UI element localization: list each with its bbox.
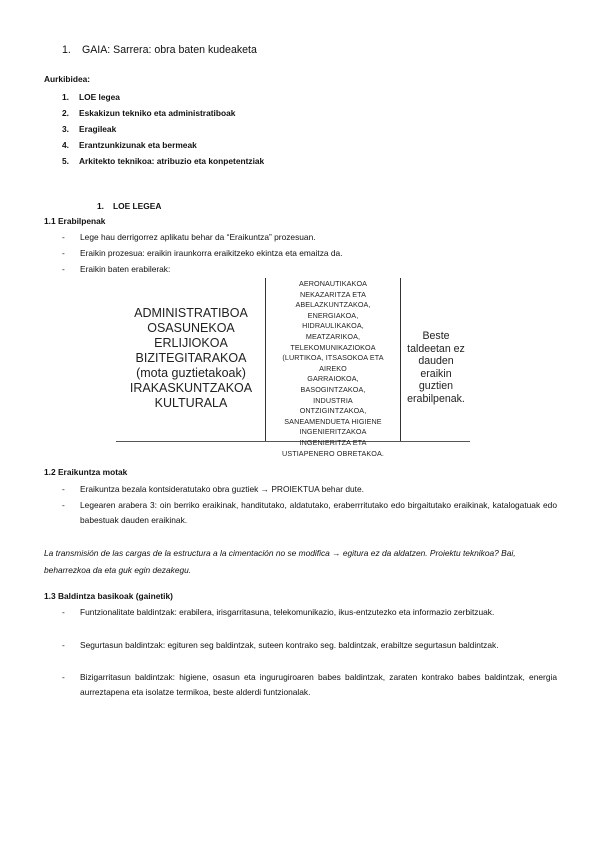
index-item: 5. Arkitekto teknikoa: atribuzio eta konpetentziak [62, 156, 265, 166]
list-item: - Eraikin baten erabilerak: [62, 264, 171, 274]
italic-note: La transmisión de las cargas de la estructura a la cimentación no se modifica → egitura ez da aldatzen. Proiektu teknikoa? Bai, beharrezkoa da eta guk egin dezakegu. [44, 548, 516, 575]
table-column-1: ADMINISTRATIBOA OSASUNEKOA ERLIJIOKOA BIZITEGITARAKOA (mota guztietakoak) IRAKASKUNTZAKOA KULTURALA [129, 306, 253, 410]
page-title [62, 44, 257, 56]
subsection-heading: 1.3 Baldintza basikoak (gainetik) [44, 591, 173, 601]
subsection-heading: 1.1 Erabilpenak [44, 216, 106, 226]
table-column-2: AERONAUTIKAKOA NEKAZARITZA ETA ABELAZKUNTZAKOA, ENERGIAKOA, HIDRAULIKAKOA, MEATZARIKOA, TELEKOMUNIKAZIOKOA (LURTIKOA, ITSASOKOA ETA AIREKO GARRAIOKOA, BASOGINTZAKOA, INDUSTRIA ONTZIGINTZAKOA, SANEAMENDUETA HIGIENE INGENIERITZAKOA INGENIERITZA ETA USTIAPENERO OBRETAKOA. [282, 279, 384, 458]
table-column-3: Beste taldeetan ez dauden eraikin guztien erabilpenak. [407, 330, 465, 405]
list-item: - Eraikuntza bezala kontsideratutako obra guztiek → PROIEKTUA behar dute. [62, 484, 364, 494]
index-item: 1. LOE legea [62, 92, 120, 102]
title-text: GAIA: Sarrera: obra baten kudeaketa [81, 44, 257, 56]
index-item: 3. Eragileak [62, 124, 117, 134]
index-heading: Aurkibidea: [44, 74, 91, 84]
list-item: - Segurtasun baldintzak: egituren seg baldintzak, suteen kontrako seg. baldintzak, erabiltze segurtasun baldintzak. [62, 640, 499, 650]
building-uses-table [116, 278, 470, 458]
list-item: - Funtzionalitate baldintzak: erabilera, irisgarritasuna, telekomunikazio, ikus-entzutezko eta informazio zerbitzuak. [62, 607, 495, 617]
section-heading: 1. LOE LEGEA [97, 201, 162, 211]
index-item: 2. Eskakizun tekniko eta administratiboak [62, 108, 236, 118]
list-item: - Eraikin prozesua: eraikin iraunkorra eraikitzeko ekintza eta emaitza da. [62, 248, 343, 258]
subsection-heading: 1.2 Eraikuntza motak [44, 467, 128, 477]
index-item: 4. Erantzunkizunak eta bermeak [62, 140, 197, 150]
list-item: - Lege hau derrigorrez aplikatu behar da “Eraikuntza” prozesuan. [62, 232, 316, 242]
list-item: - Legearen arabera 3: oin berriko eraikinak, handitutako, aldatutako, eraberrritutako edo birgaitutako eraikinak, katalogatuak edo babestuak dauden eraikinak. [62, 500, 557, 525]
title-number: 1. [62, 44, 71, 56]
list-item: - Bizigarritasun baldintzak: higiene, osasun eta ingurugiroaren babes baldintzak, zaraten kontrako babes baldintzak, energia aurreztapena eta isolatze termikoa, beste alderdi funtzionalak. [62, 672, 557, 697]
